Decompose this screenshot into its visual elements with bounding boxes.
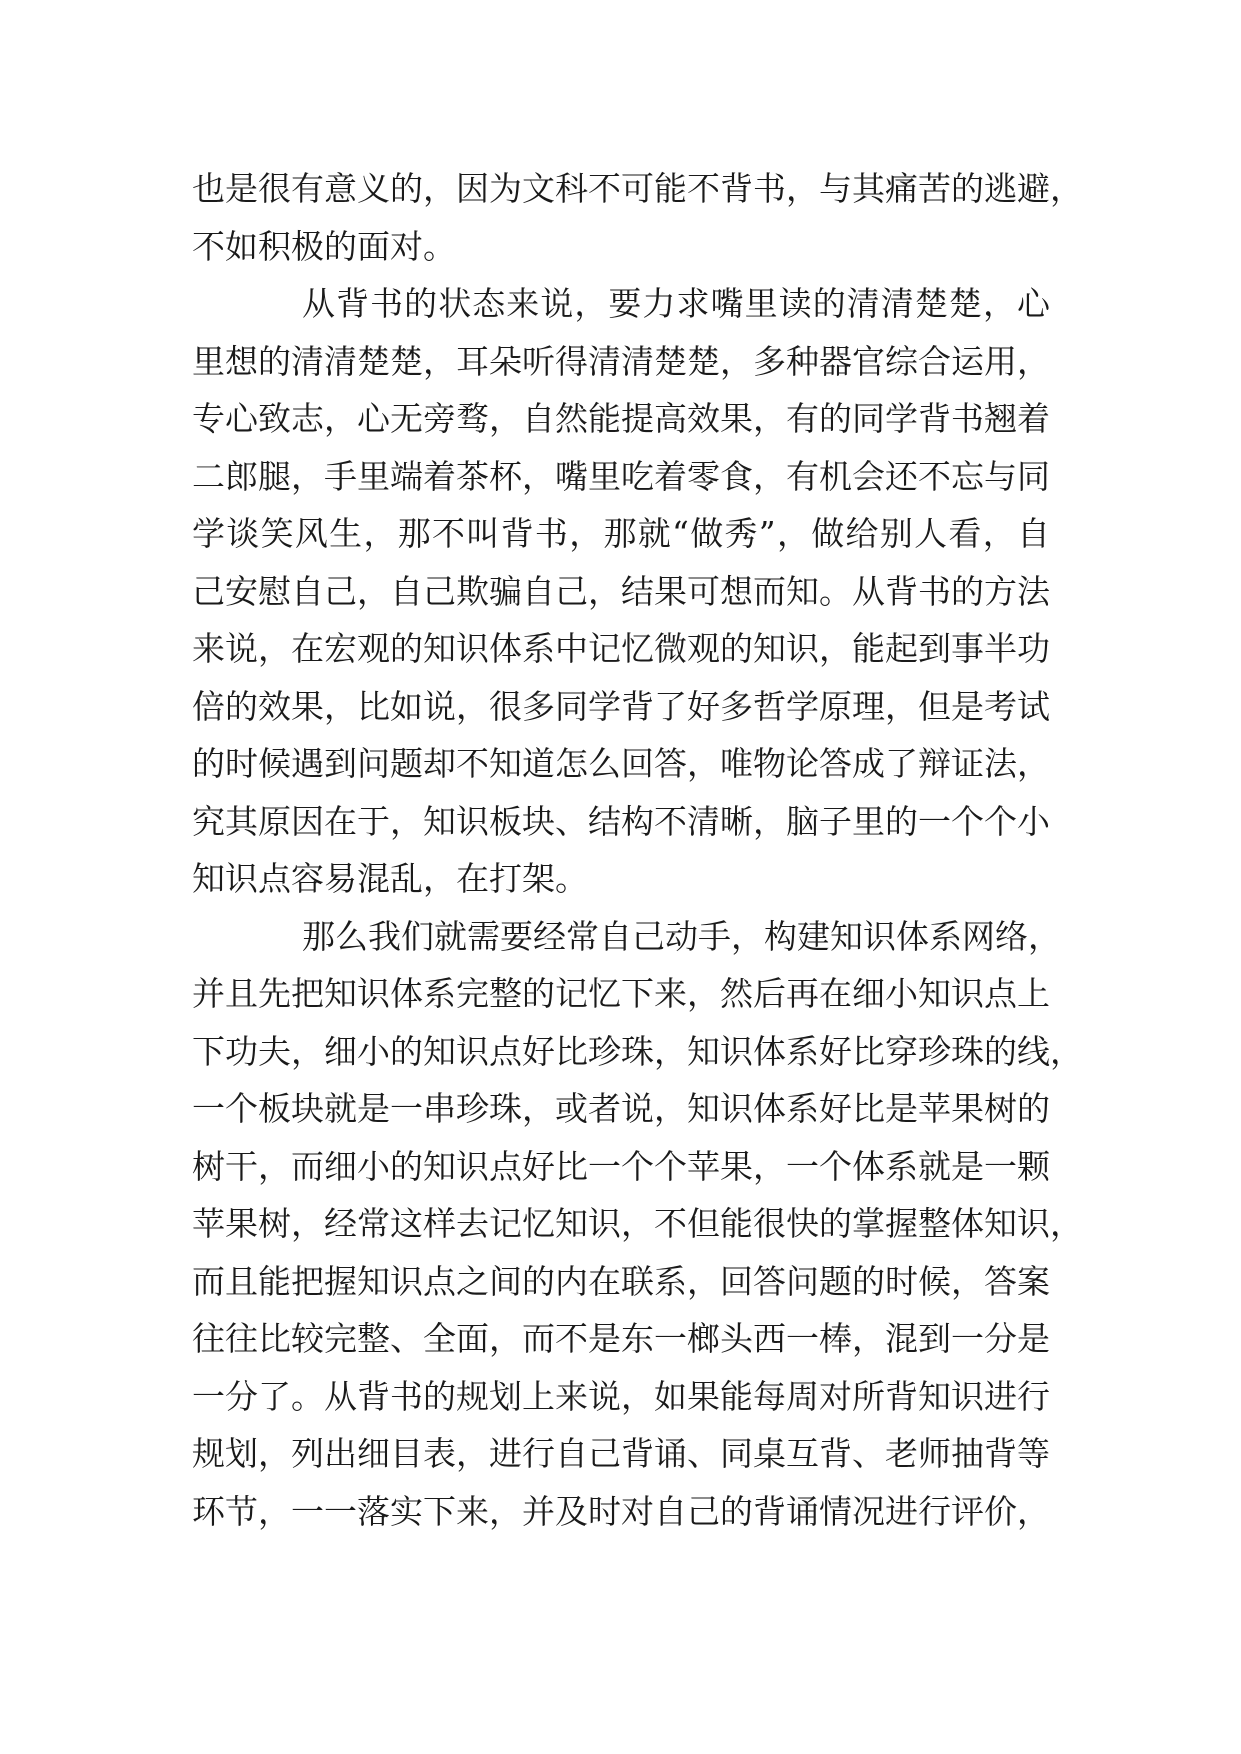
text-line: 苹果树，经常这样去记忆知识，不但能很快的掌握整体知识， xyxy=(192,1204,1083,1243)
text-line: 倍的效果，比如说，很多同学背了好多哲学原理，但是考试 xyxy=(192,686,1050,726)
text-line: 不如积极的面对。 xyxy=(192,226,456,266)
text-line: 的时候遇到问题却不知道怎么回答，唯物论答成了辩证法， xyxy=(192,744,1050,783)
text-line: 一分了。从背书的规划上来说，如果能每周对所背知识进行 xyxy=(192,1376,1050,1416)
text-line: 树干，而细小的知识点好比一个个苹果，一个体系就是一颗 xyxy=(192,1146,1050,1186)
text-line: 并且先把知识体系完整的记忆下来，然后再在细小知识点上 xyxy=(192,974,1050,1013)
text-line: 规划，列出细目表，进行自己背诵、同桌互背、老师抽背等 xyxy=(192,1434,1050,1473)
text-line: 二郎腿，手里端着茶杯，嘴里吃着零食，有机会还不忘与同 xyxy=(192,456,1050,496)
text-line: 那么我们就需要经常自己动手，构建知识体系网络， xyxy=(302,916,1061,956)
text-line: 而且能把握知识点之间的内在联系，回答问题的时候，答案 xyxy=(192,1261,1050,1301)
text-line: 也是很有意义的，因为文科不可能不背书，与其痛苦的逃避， xyxy=(192,169,1083,208)
text-line: 知识点容易混乱，在打架。 xyxy=(192,859,588,898)
text-line: 里想的清清楚楚，耳朵听得清清楚楚，多种器官综合运用， xyxy=(192,341,1050,381)
text-line: 专心致志，心无旁骛，自然能提高效果，有的同学背书翘着 xyxy=(192,399,1050,438)
text-line: 一个板块就是一串珍珠，或者说，知识体系好比是苹果树的 xyxy=(192,1089,1050,1128)
text-line: 往往比较完整、全面，而不是东一榔头西一棒，混到一分是 xyxy=(192,1319,1050,1358)
text-line: 己安慰自己，自己欺骗自己，结果可想而知。从背书的方法 xyxy=(192,571,1050,611)
text-line: 下功夫，细小的知识点好比珍珠，知识体系好比穿珍珠的线， xyxy=(192,1031,1083,1071)
text-line: 来说，在宏观的知识体系中记忆微观的知识，能起到事半功 xyxy=(192,629,1050,668)
text-line: 环节，一一落实下来，并及时对自己的背诵情况进行评价， xyxy=(192,1491,1050,1531)
text-line: 究其原因在于，知识板块、结构不清晰，脑子里的一个个小 xyxy=(192,801,1050,841)
body-text xyxy=(192,160,1083,1540)
text-line: 学谈笑风生，那不叫背书，那就“做秀”，做给别人看，自 xyxy=(192,514,1050,553)
text-line: 从背书的状态来说，要力求嘴里读的清清楚楚，心 xyxy=(302,284,1050,323)
